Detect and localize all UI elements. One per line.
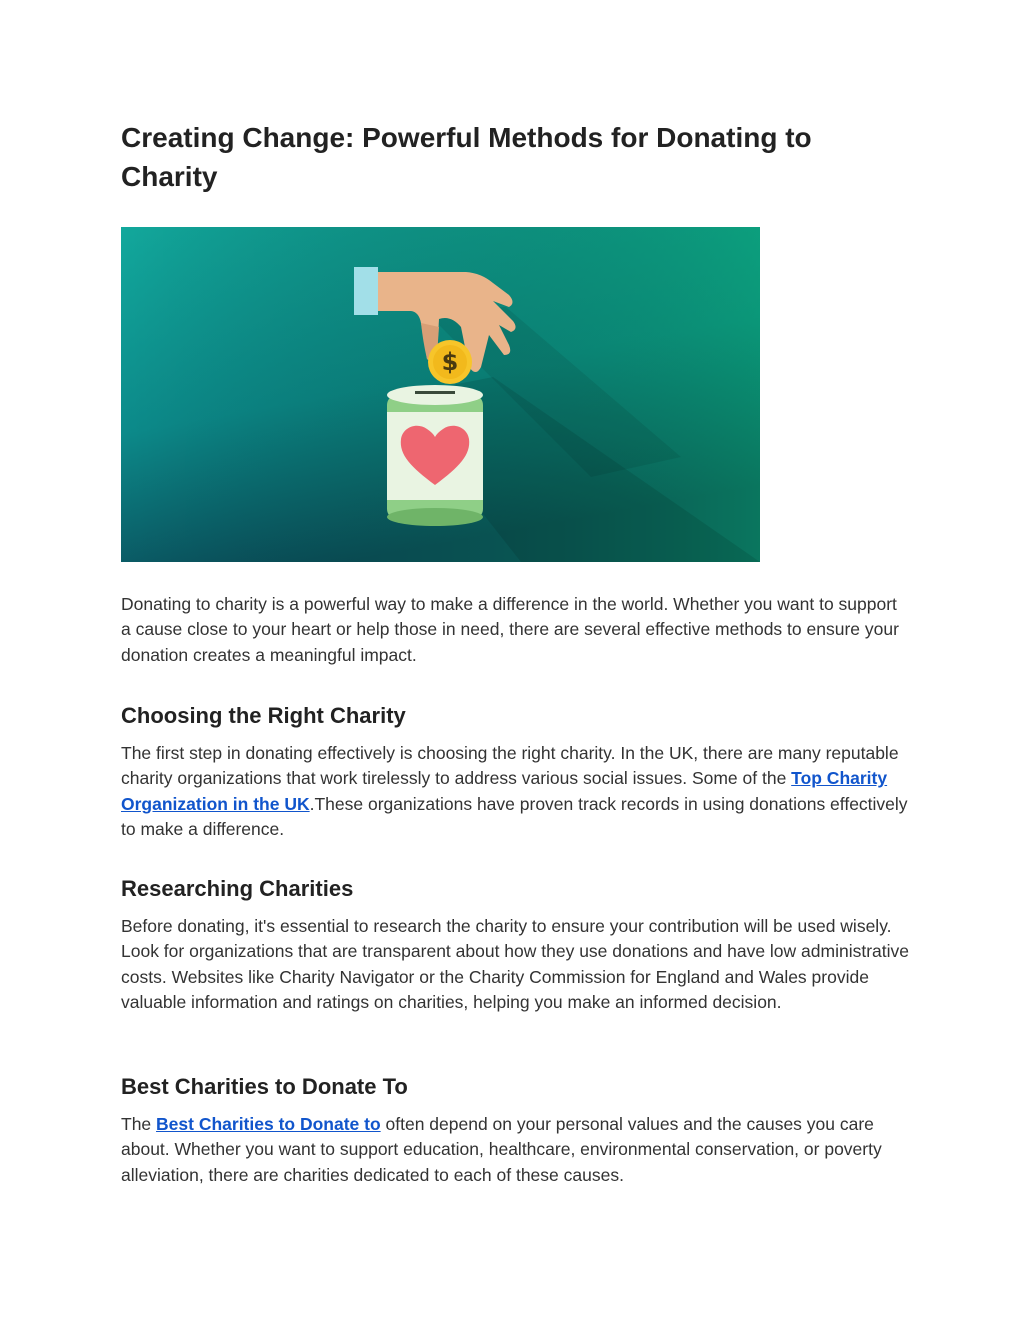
section-paragraph-choosing [121,741,911,842]
paragraph-text: The first step in donating effectively is choosing the right charity. In the UK, there are many reputable charity organizations that work tirelessly to address various social issues. Some of the [121,743,899,789]
section-heading-choosing: Choosing the Right Charity [121,703,406,728]
section-paragraph-best-charities [121,1112,911,1188]
page-title: Creating Change: Powerful Methods for Donating to Charity [121,122,812,192]
section-heading-best-charities: Best Charities to Donate To [121,1074,408,1099]
paragraph-text: The [121,1114,157,1134]
paragraph-text: often depend on your personal values and the causes you care about. Whether you want to support education, healthcare, environmental conservation, or poverty alleviation, there are charities dedicated to each of these causes. [121,1114,882,1185]
best-charities-link[interactable]: Best Charities to Donate to [156,1114,381,1134]
coin-icon [428,340,472,384]
donation-jar-icon [387,385,483,526]
top-charity-organization-link[interactable]: Top Charity Organization in the UK [121,768,888,814]
intro-paragraph: Donating to charity is a powerful way to make a difference in the world. Whether you want to support a cause close to your heart or help those in need, there are several effective methods to ensure your donation creates a meaningful impact. [121,594,899,665]
section-heading-researching: Researching Charities [121,876,354,901]
hero-image [121,227,760,562]
svg-text:$: $ [441,348,459,376]
section-paragraph-researching: Before donating, it's essential to research the charity to ensure your contribution will be used wisely. Look for organizations that are transparent about how they use donations and have low administrative costs. Websites like Charity Navigator or the Charity Commission for England and Wales provide valuable information and ratings on charities, helping you make an informed decision. [121,916,909,1012]
donation-illustration [121,227,760,562]
paragraph-text: .These organizations have proven track records in using donations effectively to make a difference. [121,793,908,839]
